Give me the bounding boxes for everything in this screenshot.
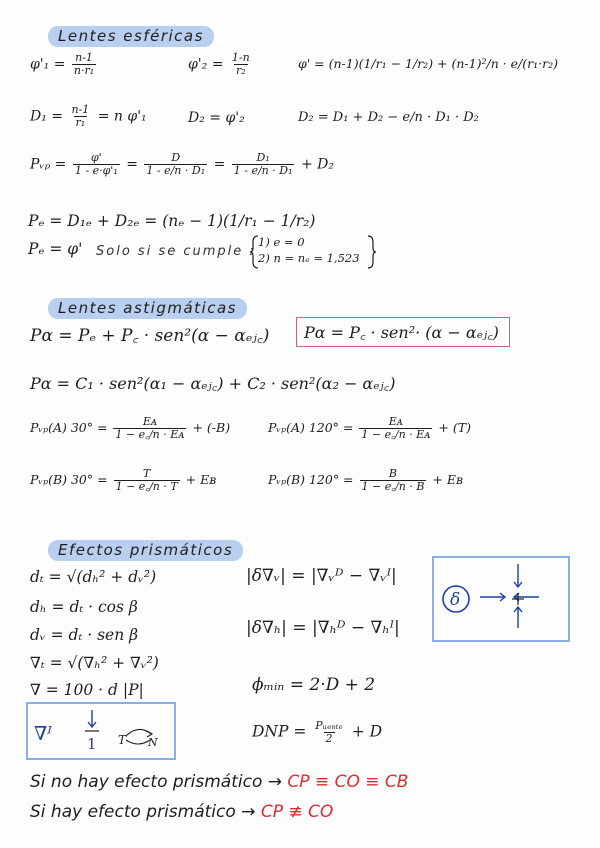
section-heading-lentes-esfericas: Lentes esféricas [48, 26, 214, 47]
formula-dv: dᵥ = dₜ · sen β [30, 626, 139, 644]
formula-pvp-b-120: Pᵥₚ(B) 120° = $\frac{B}{1 - e꜀/n \cdot B}$ + Eʙ [268, 467, 464, 493]
formula-pe-2: Pₑ = φ' [28, 240, 83, 258]
delta-symbol: δ [450, 590, 461, 610]
nabla-diagram [26, 702, 176, 760]
delta-diagram [432, 556, 568, 640]
nabla-box-T: T [118, 733, 127, 747]
conclusion-prismatic: Si hay efecto prismático → CP ≢ CO [30, 802, 334, 822]
formula-pvp-a-30: Pᵥₚ(A) 30° = $\frac{\text{Eᴀ}}{\text{1 − e꜀/n · Eᴀ}}$ + (-B) [30, 415, 231, 441]
conclusion-no-prismatic: Si no hay efecto prismático → CP ≡ CO ≡ CB [30, 772, 409, 792]
formula-pvp-b-30: Pᵥₚ(B) 30° = $\frac{T}{1 - e꜀/n \cdot T}$ + Eʙ [30, 467, 217, 493]
formula-delta-v: |δ∇ᵥ| = |∇ᵥᴰ − ∇ᵥᴵ| [246, 566, 397, 586]
formula-p-alpha: Pα = Pₑ + P꜀ · sen²(α − αₑⱼ꜀) [30, 326, 270, 346]
formula-dnp: DNP = $\frac{\text{Pᵤₑₙₜₑ}}{2}$ + D [252, 719, 383, 745]
pe-condition-text: Solo si se cumple : [96, 244, 256, 259]
formula-d2-total: D₂ = D₁ + D₂ − e/n · D₁ · D₂ [298, 110, 479, 125]
formula-p-alpha-c: Pα = C₁ · sen²(α₁ − αₑⱼ꜀) + C₂ · sen²(α₂ − αₑⱼ꜀) [30, 374, 396, 393]
conclusion-no-result: CP ≡ CO ≡ CB [287, 772, 409, 792]
conclusion-result: CP ≢ CO [260, 802, 334, 822]
nabla-box-symbol: ∇ᴵ [34, 723, 52, 745]
formula-dt: dₜ = √(dₕ² + dᵥ²) [30, 568, 157, 586]
formula-phi2: φ'₂ = $\frac{1-n}{\text{r₂}}$ [188, 51, 250, 77]
formula-phi-total: φ' = (n-1)(1/r₁ − 1/r₂) + (n-1)²/n · e/(r₁·r₂) [298, 56, 558, 71]
formula-p-alpha-boxed: Pα = P꜀ · sen²· (α − αₑⱼ꜀) [304, 323, 499, 342]
formula-pe-1: Pₑ = D₁ₑ + D₂ₑ = (nₑ − 1)(1/r₁ − 1/r₂) [28, 212, 316, 230]
formula-phi-min: ϕₘᵢₙ = 2·D + 2 [252, 675, 376, 695]
formula-d1: D₁ = $\frac{n-1}{\text{r₁}}$ = n φ'₁ [30, 103, 147, 129]
nabla-box-N: N [148, 736, 158, 749]
formula-nabla-t: ∇ₜ = √(∇ₕ² + ∇ᵥ²) [30, 654, 159, 672]
pe-condition-2: 2) n = nₑ = 1,523 [258, 251, 360, 265]
formula-phi1: φ'₁ = $\frac{n-1}{\text{n·r₁}}$ [30, 51, 95, 77]
formula-pvp: Pᵥₚ = $\frac{\varphi'}{\text{1 - e·φ'₁}}$ = $\frac{D}{\text{1 - e/n · D₁}}$ = $\frac{\text{D₁}}{\text{1 - e/n · D₁}}$ + D₂ [30, 151, 334, 177]
formula-d2: D₂ = φ'₂ [188, 110, 245, 126]
formula-pvp-a-120: Pᵥₚ(A) 120° = $\frac{\text{Eᴀ}}{\text{1 − e꜀/n · Eᴀ}}$ + (T) [268, 415, 471, 441]
pe-condition-1: 1) e = 0 [258, 235, 305, 249]
formula-delta-h: |δ∇ₕ| = |∇ₕᴰ − ∇ₕᴵ| [246, 618, 400, 638]
formula-dh: dₕ = dₜ · cos β [30, 598, 138, 616]
section-heading-lentes-astigmaticas: Lentes astigmáticas [48, 298, 247, 319]
formula-nabla: ∇ = 100 · d |P| [30, 681, 144, 699]
nabla-box-one: 1 [87, 735, 97, 753]
section-heading-efectos-prismaticos: Efectos prismáticos [48, 540, 243, 561]
